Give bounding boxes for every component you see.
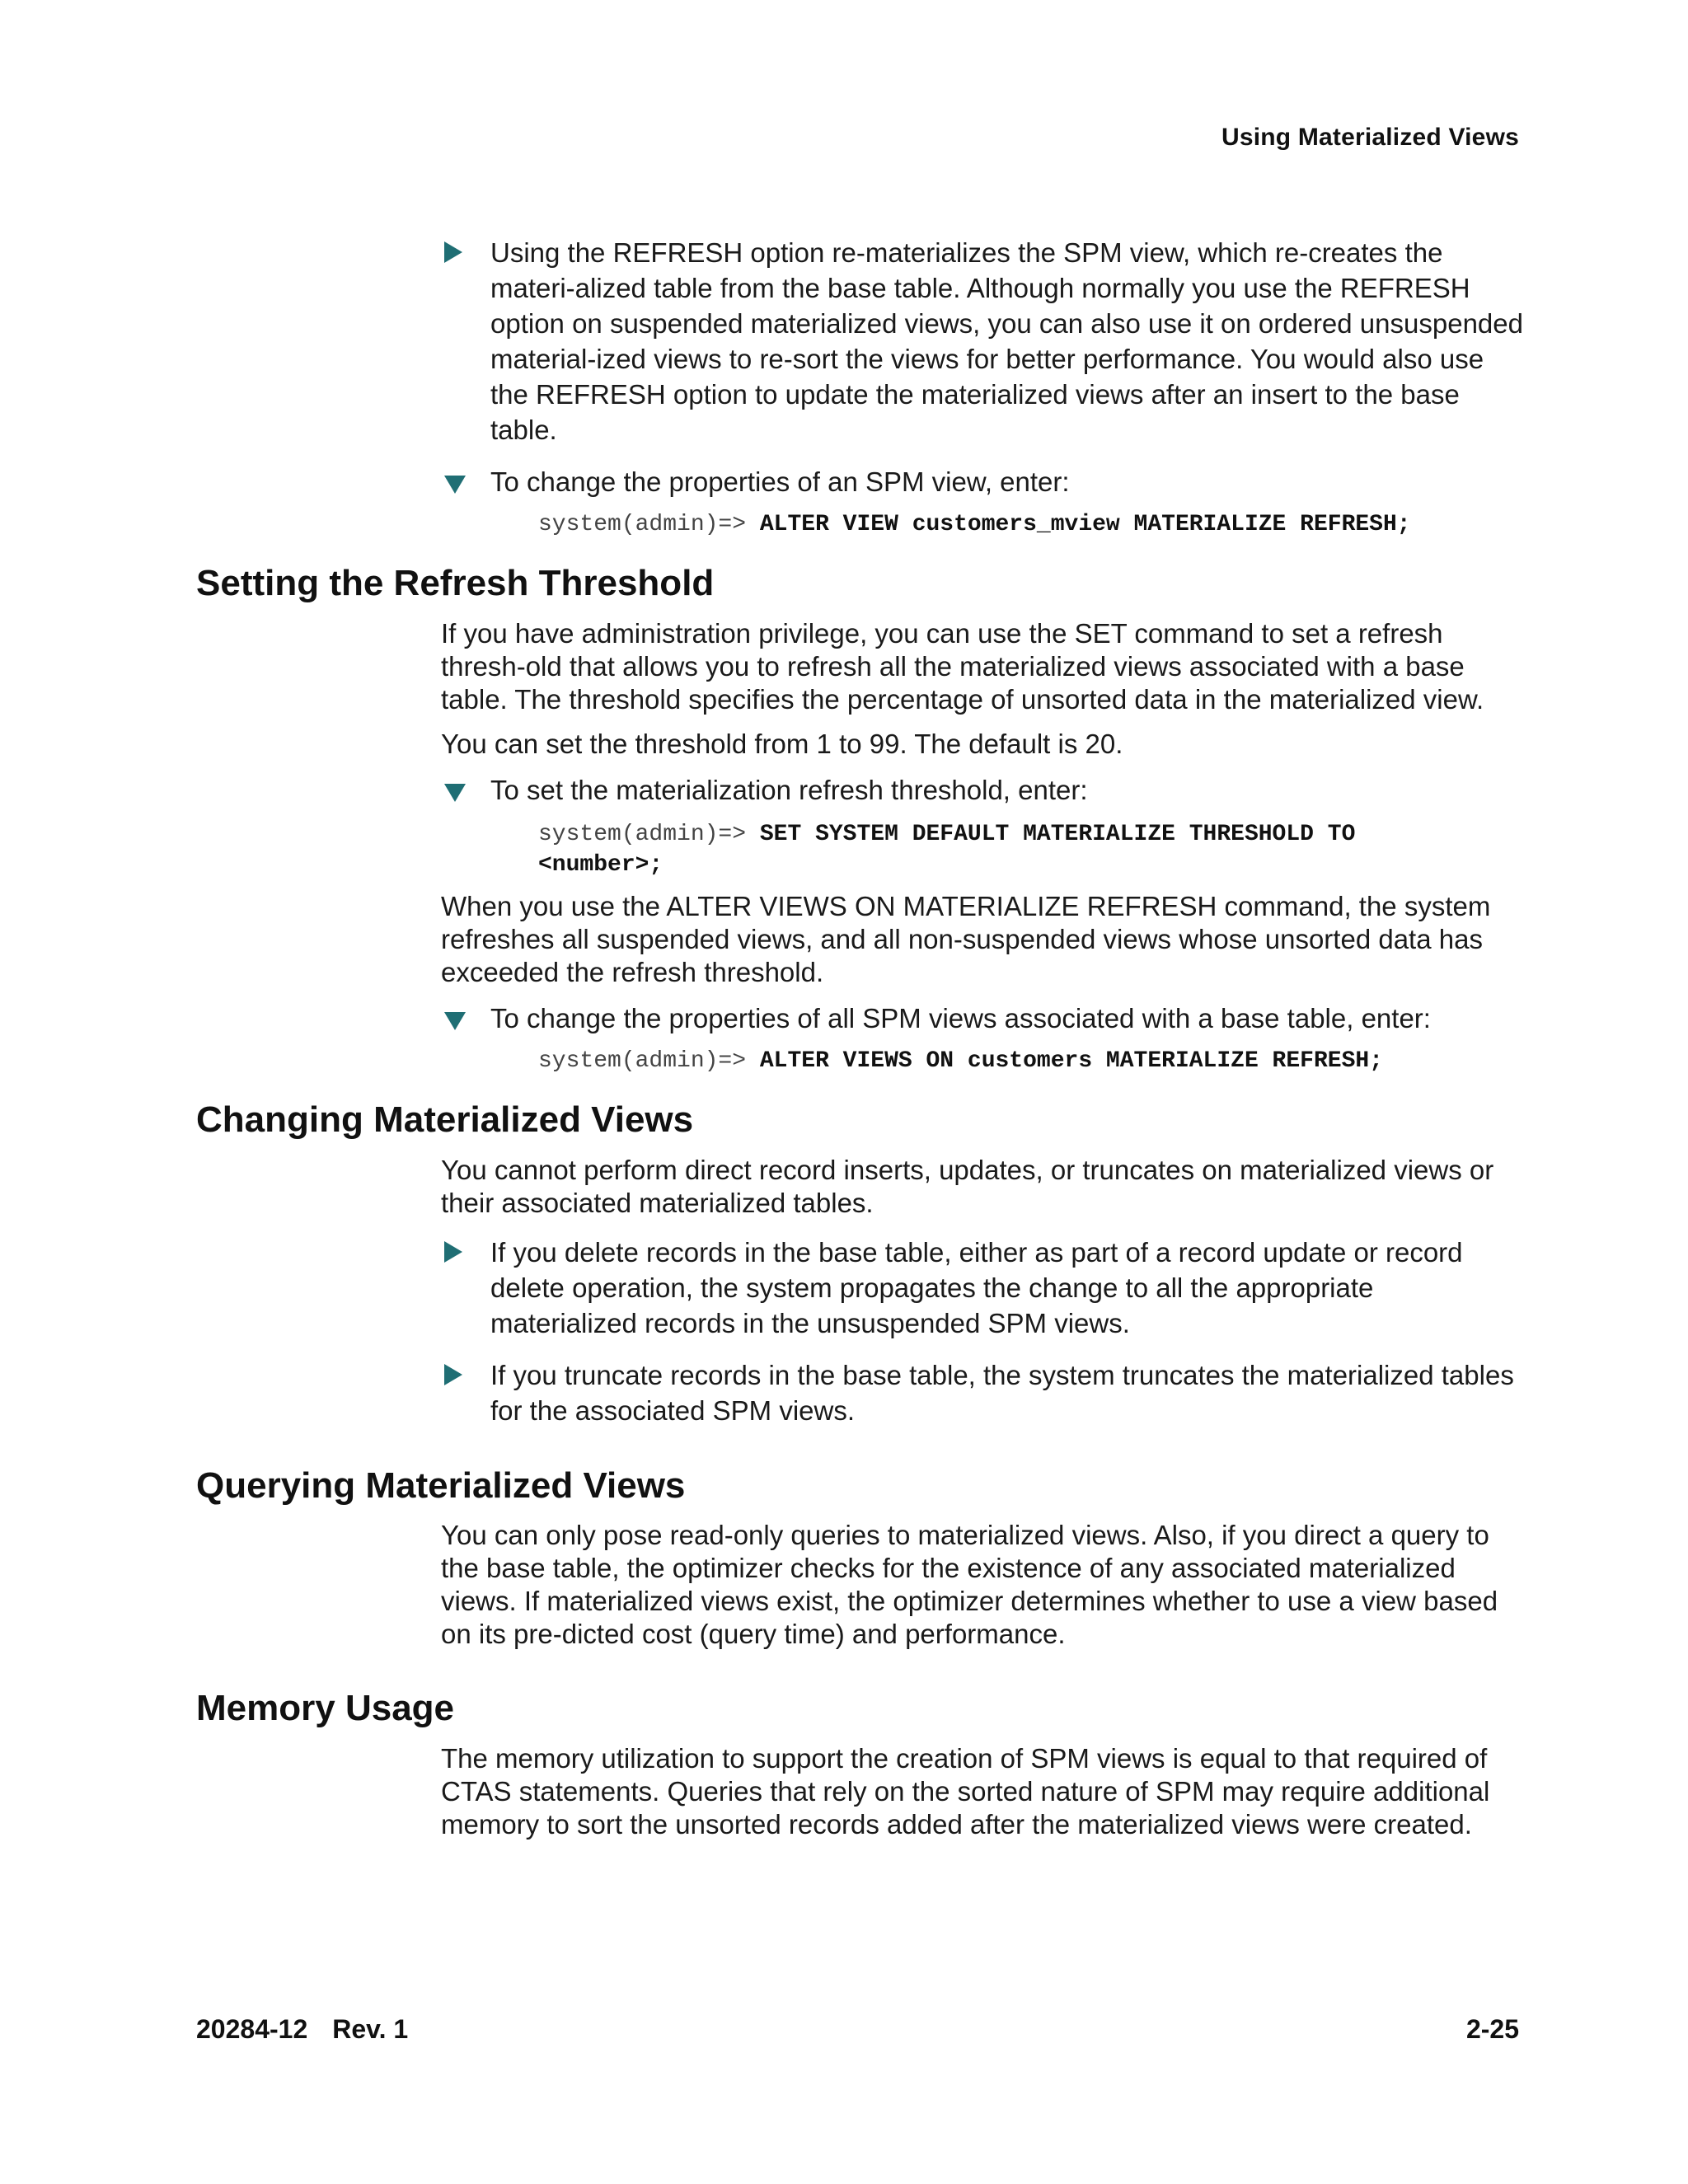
code-command-continued: <number>;	[538, 851, 663, 878]
step-change-all-views	[441, 1001, 1523, 1036]
threshold-block	[441, 617, 1523, 1076]
footer-doc-number: 20284-12	[196, 2014, 308, 2044]
triangle-right-icon	[444, 1241, 462, 1263]
footer-revision: Rev. 1	[332, 2014, 409, 2044]
code-set-threshold	[538, 819, 1523, 880]
step-text: To change the properties of an SPM view, enter:	[490, 466, 1070, 497]
triangle-right-icon	[444, 241, 462, 263]
heading-refresh-threshold: Setting the Refresh Threshold	[196, 563, 715, 603]
bullet-text: Using the REFRESH option re-materializes the SPM view, which re-creates the materi-alized table from the base table. Although normally you use the REFRESH option on suspended materialized views, you can also use it on ordered unsuspended material-ized views to re-sort the views for better performance. You would also use the REFRESH option to update the materialized views after an insert to the base table.	[490, 237, 1523, 445]
memory-para-1: The memory utilization to support the creation of SPM views is equal to that required of CTAS statements. Queries that rely on the sorted nature of SPM may require additional memory to sort the unsorted records added after the materialized views were created.	[441, 1743, 1490, 1840]
changing-para-1: You cannot perform direct record inserts, updates, or truncates on materialized views or their associated materialized tables.	[441, 1154, 1494, 1218]
changing-block	[441, 1154, 1523, 1428]
bullet-text: If you delete records in the base table, either as part of a record update or record delete operation, the system propagates the change to all the appropriate materialized records in the unsuspended SPM views.	[490, 1236, 1463, 1338]
step-text: To change the properties of all SPM views associated with a base table, enter:	[490, 1002, 1431, 1033]
threshold-para-1: If you have administration privilege, you can use the SET command to set a refresh thresh-old that allows you to refresh all the materialized views associated with a base table. The threshold specifies the percentage of unsorted data in the materialized view.	[441, 617, 1484, 715]
footer-doc-info	[196, 2014, 433, 2045]
threshold-para-2: You can set the threshold from 1 to 99. The default is 20.	[441, 728, 1123, 759]
triangle-right-icon	[444, 1364, 462, 1385]
triangle-down-icon	[444, 476, 466, 494]
code-alter-views	[538, 1046, 1523, 1076]
bullet-truncate-records	[441, 1357, 1523, 1428]
bullet-delete-records	[441, 1235, 1523, 1341]
bullet-text: If you truncate records in the base table, the system truncates the materialized tables for the associated SPM views.	[490, 1359, 1514, 1426]
step-set-threshold	[441, 772, 1523, 808]
code-alter-view	[538, 509, 1523, 540]
code-command: ALTER VIEW customers_mview MATERIALIZE REFRESH;	[759, 512, 1411, 537]
heading-querying-views: Querying Materialized Views	[196, 1465, 686, 1506]
code-prompt: system(admin)=>	[538, 821, 747, 847]
threshold-para-3: When you use the ALTER VIEWS ON MATERIALIZE REFRESH command, the system refreshes all suspended views, and all non-suspended views whose unsorted data has exceeded the refresh threshold.	[441, 890, 1491, 987]
querying-para-1: You can only pose read-only queries to materialized views. Also, if you direct a query to the base table, the optimizer checks for the existence of any associated materialized views. If materialized views exist, the optimizer determines whether to use a view based on its pre-dicted cost (query time) and performance.	[441, 1520, 1498, 1650]
triangle-down-icon	[444, 1012, 466, 1030]
step-change-spm-view	[441, 464, 1523, 499]
page-content	[196, 235, 1523, 1841]
code-prompt: system(admin)=>	[538, 1047, 747, 1074]
code-prompt: system(admin)=>	[538, 512, 747, 537]
querying-block	[441, 1519, 1523, 1651]
bullet-refresh-option	[441, 235, 1523, 448]
running-header: Using Materialized Views	[1221, 124, 1519, 151]
triangle-down-icon	[444, 784, 466, 802]
intro-block	[441, 235, 1523, 540]
step-text: To set the materialization refresh threshold, enter:	[490, 774, 1088, 805]
heading-memory-usage: Memory Usage	[196, 1688, 455, 1729]
code-command: SET SYSTEM DEFAULT MATERIALIZE THRESHOLD TO	[759, 821, 1356, 847]
memory-block	[441, 1742, 1523, 1841]
code-command: ALTER VIEWS ON customers MATERIALIZE REFRESH;	[759, 1047, 1383, 1074]
heading-changing-views: Changing Materialized Views	[196, 1099, 694, 1140]
footer-page-number: 2-25	[1465, 2014, 1519, 2044]
